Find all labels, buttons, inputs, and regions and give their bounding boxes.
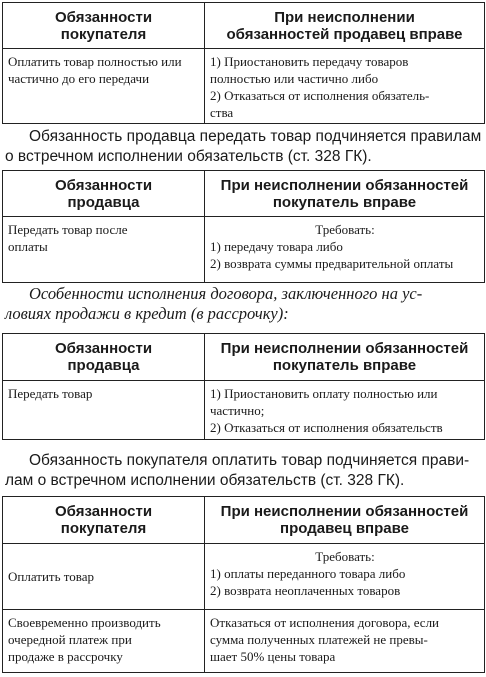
table-buyer-obligations-prepayment bbox=[2, 2, 485, 124]
table-cell-right: 1) Приостановить оплату полностью или частично; 2) Отказаться от исполнения обязательств bbox=[205, 381, 485, 440]
table-cell-obligation: Оплатить товар полностью или частично до его передачи bbox=[3, 49, 205, 124]
table-cell-right bbox=[205, 544, 485, 610]
table-cell-obligation: Оплатить товар bbox=[3, 544, 205, 610]
table-cell-right: Отказаться от исполнения договора, если сумма полученных платежей не превы- шает 50% цены товара bbox=[205, 610, 485, 673]
paragraph-seller-obligation: Обязанность продавца передать товар подчиняется правилам о встречном исполнении обязательств (ст. 328 ГК). bbox=[5, 128, 482, 165]
demand-list: 1) передачу товара либо 2) возврата суммы предварительной оплаты bbox=[210, 239, 454, 271]
table-header-rights: При неисполнении обязанностей покупатель вправе bbox=[205, 171, 485, 217]
table-cell-obligation: Передать товар после оплаты bbox=[3, 217, 205, 283]
table-header-obligations: Обязанности продавца bbox=[3, 334, 205, 381]
table-header-obligations: Обязанности покупателя bbox=[3, 497, 205, 544]
demand-label: Требовать: bbox=[315, 222, 375, 237]
demand-list: 1) оплаты переданного товара либо 2) возврата неоплаченных товаров bbox=[210, 566, 406, 598]
paragraph-buyer-obligation: Обязанность покупателя оплатить товар подчиняется прави- лам о встречном исполнении обязательств (ст. 328 ГК). bbox=[5, 452, 470, 489]
table-seller-obligations-after-payment bbox=[2, 170, 485, 283]
paragraph-credit-sale-features: Особенности исполнения договора, заключенного на ус- ловиях продажи в кредит (в рассрочку): bbox=[5, 284, 423, 323]
table-cell-right: 1) Приостановить передачу товаров полностью или частично либо 2) Отказаться от исполнения обязатель- ства bbox=[205, 49, 485, 124]
demand-label: Требовать: bbox=[315, 549, 375, 564]
table-cell-right bbox=[205, 217, 485, 283]
table-buyer-obligations-payment bbox=[2, 496, 485, 673]
table-header-obligations: Обязанности продавца bbox=[3, 171, 205, 217]
table-header-rights: При неисполнении обязанностей покупатель вправе bbox=[205, 334, 485, 381]
table-header-obligations: Обязанности покупателя bbox=[3, 3, 205, 49]
table-header-rights: При неисполнении обязанностей продавец вправе bbox=[205, 497, 485, 544]
table-seller-obligations-credit bbox=[2, 333, 485, 440]
table-header-rights: При неисполнении обязанностей продавец вправе bbox=[205, 3, 485, 49]
table-cell-obligation: Передать товар bbox=[3, 381, 205, 440]
table-cell-obligation: Своевременно производить очередной платеж при продаже в рассрочку bbox=[3, 610, 205, 673]
